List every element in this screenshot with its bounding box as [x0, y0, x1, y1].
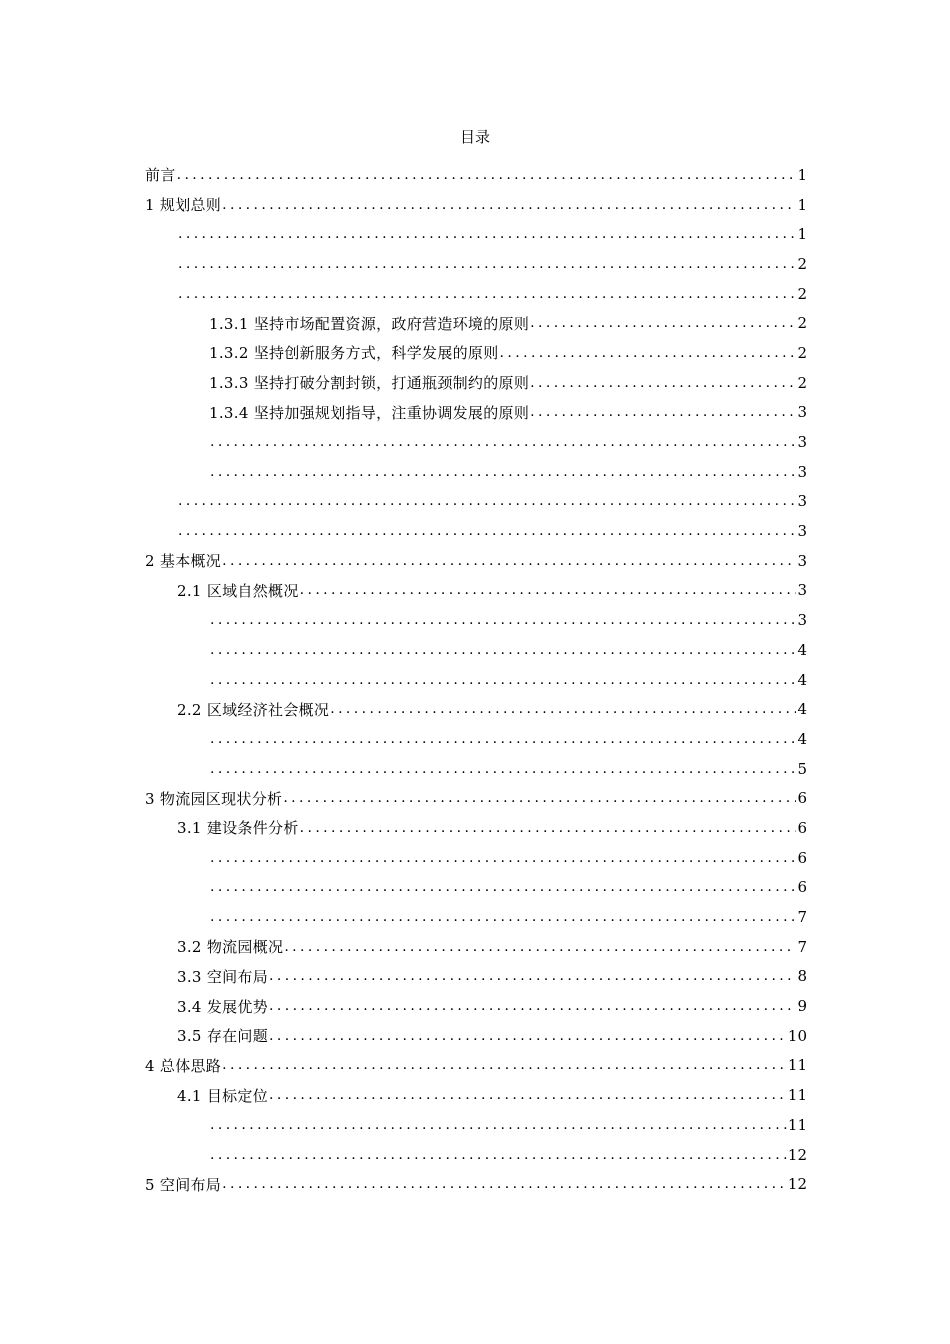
toc-leader-dots	[210, 1147, 787, 1163]
toc-entry[interactable]	[145, 843, 807, 873]
toc-leader-dots	[210, 1117, 787, 1133]
toc-entry-page: 1	[797, 195, 807, 214]
toc-entry[interactable]	[145, 1169, 807, 1199]
toc-leader-dots	[269, 998, 796, 1014]
toc-leader-dots	[530, 315, 796, 331]
toc-entry[interactable]	[145, 694, 807, 724]
toc-entry-label: 3.3 空间布局	[177, 967, 269, 986]
toc-leader-dots	[269, 968, 796, 984]
toc-entry-page: 5	[797, 759, 807, 778]
toc-entry-page: 2	[797, 343, 807, 362]
toc-entry-label: 2.1 区域自然概况	[177, 581, 299, 600]
toc-entry-label: 3 物流园区现状分析	[145, 789, 283, 808]
toc-entry-page: 8	[797, 967, 807, 986]
toc-leader-dots	[222, 197, 796, 213]
toc-entry-label: 1.3.3 坚持打破分割封锁，打通瓶颈制约的原则	[209, 374, 530, 393]
toc-entry-page: 6	[797, 789, 807, 808]
toc-entry-page: 12	[787, 1175, 807, 1194]
toc-entry-page: 10	[787, 1026, 807, 1045]
toc-entry-page: 4	[797, 640, 807, 659]
toc-entry-label: 3.2 物流园概况	[177, 938, 284, 957]
toc-leader-dots	[269, 1028, 787, 1044]
toc-entry[interactable]	[145, 902, 807, 932]
toc-leader-dots	[530, 404, 796, 420]
toc-entry[interactable]	[145, 338, 807, 368]
toc-entry[interactable]	[145, 279, 807, 309]
toc-entry-label: 2.2 区域经济社会概况	[177, 700, 330, 719]
toc-entry-page: 3	[797, 611, 807, 630]
toc-entry-page: 3	[797, 433, 807, 452]
toc-entry[interactable]	[145, 1051, 807, 1081]
toc-entry[interactable]	[145, 813, 807, 843]
toc-entry-label: 2 基本概况	[145, 552, 222, 571]
toc-leader-dots	[269, 1087, 787, 1103]
toc-leader-dots	[178, 226, 796, 242]
toc-entry-page: 3	[797, 581, 807, 600]
toc-leader-dots	[210, 731, 796, 747]
toc-entry-page: 3	[797, 551, 807, 570]
toc-entry-page: 11	[787, 1086, 807, 1105]
toc-entry-page: 3	[797, 522, 807, 541]
toc-entry-page: 1	[797, 225, 807, 244]
toc-entry-label: 1.3.1 坚持市场配置资源，政府营造环境的原则	[209, 314, 530, 333]
toc-entry-page: 4	[797, 700, 807, 719]
toc-entry-label: 3.5 存在问题	[177, 1027, 269, 1046]
toc-entry[interactable]	[145, 487, 807, 517]
toc-entry[interactable]	[145, 516, 807, 546]
toc-entry-page: 9	[797, 997, 807, 1016]
toc-leader-dots	[300, 582, 797, 598]
toc-entry-page: 11	[787, 1115, 807, 1134]
toc-leader-dots	[210, 850, 796, 866]
toc-leader-dots	[222, 1176, 787, 1192]
toc-entry-page: 6	[797, 848, 807, 867]
toc-entry-label: 3.1 建设条件分析	[177, 819, 299, 838]
toc-entry[interactable]	[145, 398, 807, 428]
toc-leader-dots	[210, 672, 796, 688]
toc-leader-dots	[330, 701, 796, 717]
toc-leader-dots	[210, 879, 796, 895]
toc-entry-label: 5 空间布局	[145, 1175, 222, 1194]
toc-leader-dots	[210, 464, 796, 480]
toc-entry[interactable]	[145, 308, 807, 338]
toc-leader-dots	[178, 256, 796, 272]
toc-entry[interactable]	[145, 754, 807, 784]
toc-leader-dots	[210, 909, 796, 925]
toc-entry[interactable]	[145, 783, 807, 813]
toc-entry-label: 1.3.2 坚持创新服务方式，科学发展的原则	[209, 344, 499, 363]
toc-entry-label: 4 总体思路	[145, 1056, 222, 1075]
toc-entry[interactable]	[145, 1140, 807, 1170]
toc-leader-dots	[500, 345, 797, 361]
toc-entry[interactable]	[145, 635, 807, 665]
toc-leader-dots	[210, 642, 796, 658]
toc-entry-page: 2	[797, 373, 807, 392]
toc-entry[interactable]	[145, 368, 807, 398]
toc-entry[interactable]	[145, 546, 807, 576]
toc-entry[interactable]	[145, 1110, 807, 1140]
toc-entry-page: 7	[797, 908, 807, 927]
toc-entry-page: 7	[797, 937, 807, 956]
toc-entry-page: 12	[787, 1145, 807, 1164]
toc-entry-label: 前言	[145, 166, 176, 185]
toc-leader-dots	[530, 375, 796, 391]
toc-entry[interactable]	[145, 1080, 807, 1110]
toc-leader-dots	[210, 434, 796, 450]
toc-leader-dots	[210, 761, 796, 777]
toc-entry[interactable]	[145, 576, 807, 606]
toc-leader-dots	[178, 523, 796, 539]
toc-entry[interactable]	[145, 160, 807, 190]
toc-entry-page: 4	[797, 729, 807, 748]
toc-leader-dots	[222, 553, 796, 569]
toc-entry-page: 6	[797, 878, 807, 897]
toc-entry-page: 3	[797, 462, 807, 481]
toc-leader-dots	[284, 939, 796, 955]
toc-entry[interactable]	[145, 991, 807, 1021]
toc-entry[interactable]	[145, 724, 807, 754]
toc-entry[interactable]	[145, 190, 807, 220]
toc-entry[interactable]	[145, 457, 807, 487]
toc-entry-page: 4	[797, 670, 807, 689]
toc-entry[interactable]	[145, 873, 807, 903]
table-of-contents	[145, 160, 807, 1199]
toc-entry-label: 4.1 目标定位	[177, 1086, 269, 1105]
toc-entry[interactable]	[145, 962, 807, 992]
toc-entry-label: 3.4 发展优势	[177, 997, 269, 1016]
toc-entry-label: 1.3.4 坚持加强规划指导，注重协调发展的原则	[209, 403, 530, 422]
toc-entry[interactable]	[145, 249, 807, 279]
toc-entry[interactable]	[145, 605, 807, 635]
toc-entry-page: 2	[797, 284, 807, 303]
toc-entry-page: 2	[797, 254, 807, 273]
toc-entry[interactable]	[145, 665, 807, 695]
toc-leader-dots	[177, 167, 797, 183]
toc-entry-page: 11	[787, 1056, 807, 1075]
toc-entry[interactable]	[145, 219, 807, 249]
toc-entry-page: 3	[797, 492, 807, 511]
toc-entry-label: 1 规划总则	[145, 196, 222, 215]
toc-leader-dots	[210, 612, 796, 628]
toc-entry-page: 6	[797, 818, 807, 837]
toc-entry-page: 3	[797, 403, 807, 422]
toc-leader-dots	[283, 790, 796, 806]
toc-entry-page: 1	[797, 165, 807, 184]
toc-leader-dots	[300, 820, 797, 836]
toc-entry[interactable]	[145, 427, 807, 457]
toc-entry-page: 2	[797, 314, 807, 333]
toc-title: 目录	[459, 128, 490, 146]
toc-entry[interactable]	[145, 1021, 807, 1051]
toc-leader-dots	[178, 286, 796, 302]
toc-leader-dots	[178, 493, 796, 509]
toc-leader-dots	[222, 1057, 787, 1073]
toc-entry[interactable]	[145, 932, 807, 962]
